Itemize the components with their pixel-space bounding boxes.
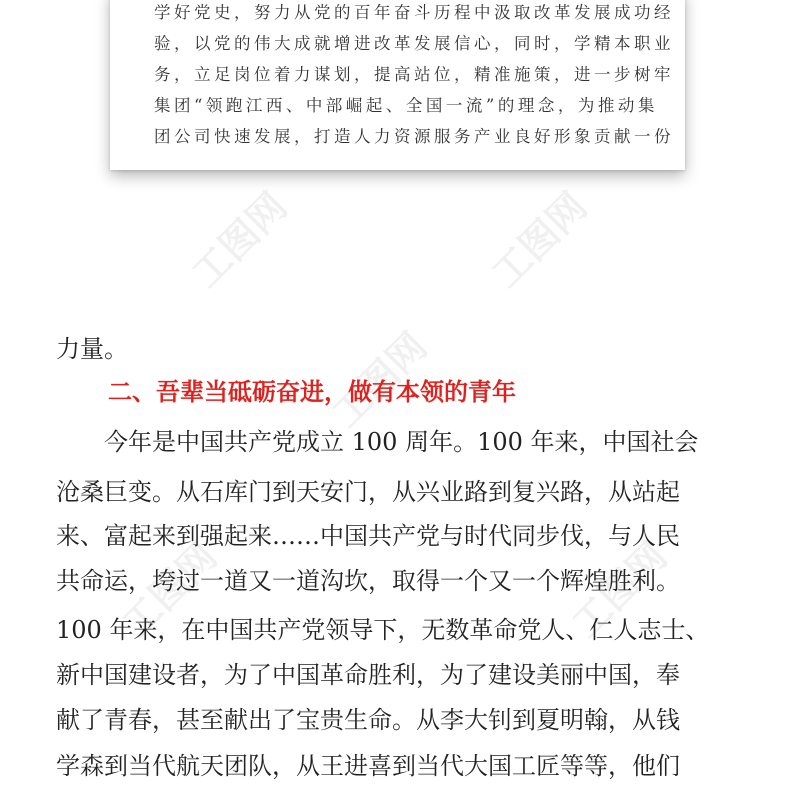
body-text-line: 学森到当代航天团队，从王进喜到当代大国工匠等等，他们 [56, 752, 680, 780]
watermark-logo: 工图网 [323, 324, 436, 436]
paragraph-continuation: 力量。 [56, 335, 128, 363]
card-text-line: 集团“领跑江西、中部崛起、全国一流”的理念，为推动集 [154, 96, 658, 115]
watermark-logo: 工图网 [183, 184, 296, 296]
body-text-line: 共命运，垮过一道又一道沟坎，取得一个又一个辉煌胜利。 [56, 567, 680, 595]
body-text-line: 新中国建设者，为了中国革命胜利，为了建设美丽中国，奉 [56, 661, 680, 689]
section-heading: 二、吾辈当砥砺奋进，做有本领的青年 [108, 377, 516, 406]
page-preview-card [110, 0, 685, 170]
watermark-logo: 工图网 [563, 534, 676, 646]
card-text-line: 务，立足岗位着力谋划，提高站位，精准施策，进一步树牢 [154, 65, 674, 84]
card-text-line: 验，以党的伟大成就增进改革发展信心，同时，学精本职业 [154, 34, 674, 53]
watermark-logo: 工图网 [483, 184, 596, 296]
card-text-line: 团公司快速发展，打造人力资源服务产业良好形象贡献一份 [154, 127, 674, 146]
body-text-line: 今年是中国共产党成立 100 周年。100 年来，中国社会 [56, 428, 699, 456]
watermark-logo: 工图网 [113, 534, 226, 646]
body-text-line: 100 年来，在中国共产党领导下，无数革命党人、仁人志士、 [56, 616, 710, 644]
card-text-line: 学好党史，努力从党的百年奋斗历程中汲取改革发展成功经 [154, 3, 674, 22]
body-text-line: 沧桑巨变。从石库门到天安门，从兴业路到复兴路，从站起 [56, 478, 680, 506]
body-text-line: 献了青春，甚至献出了宝贵生命。从李大钊到夏明翰，从钱 [56, 706, 680, 734]
body-text-line: 来、富起来到强起来……中国共产党与时代同步伐，与人民 [56, 522, 680, 550]
